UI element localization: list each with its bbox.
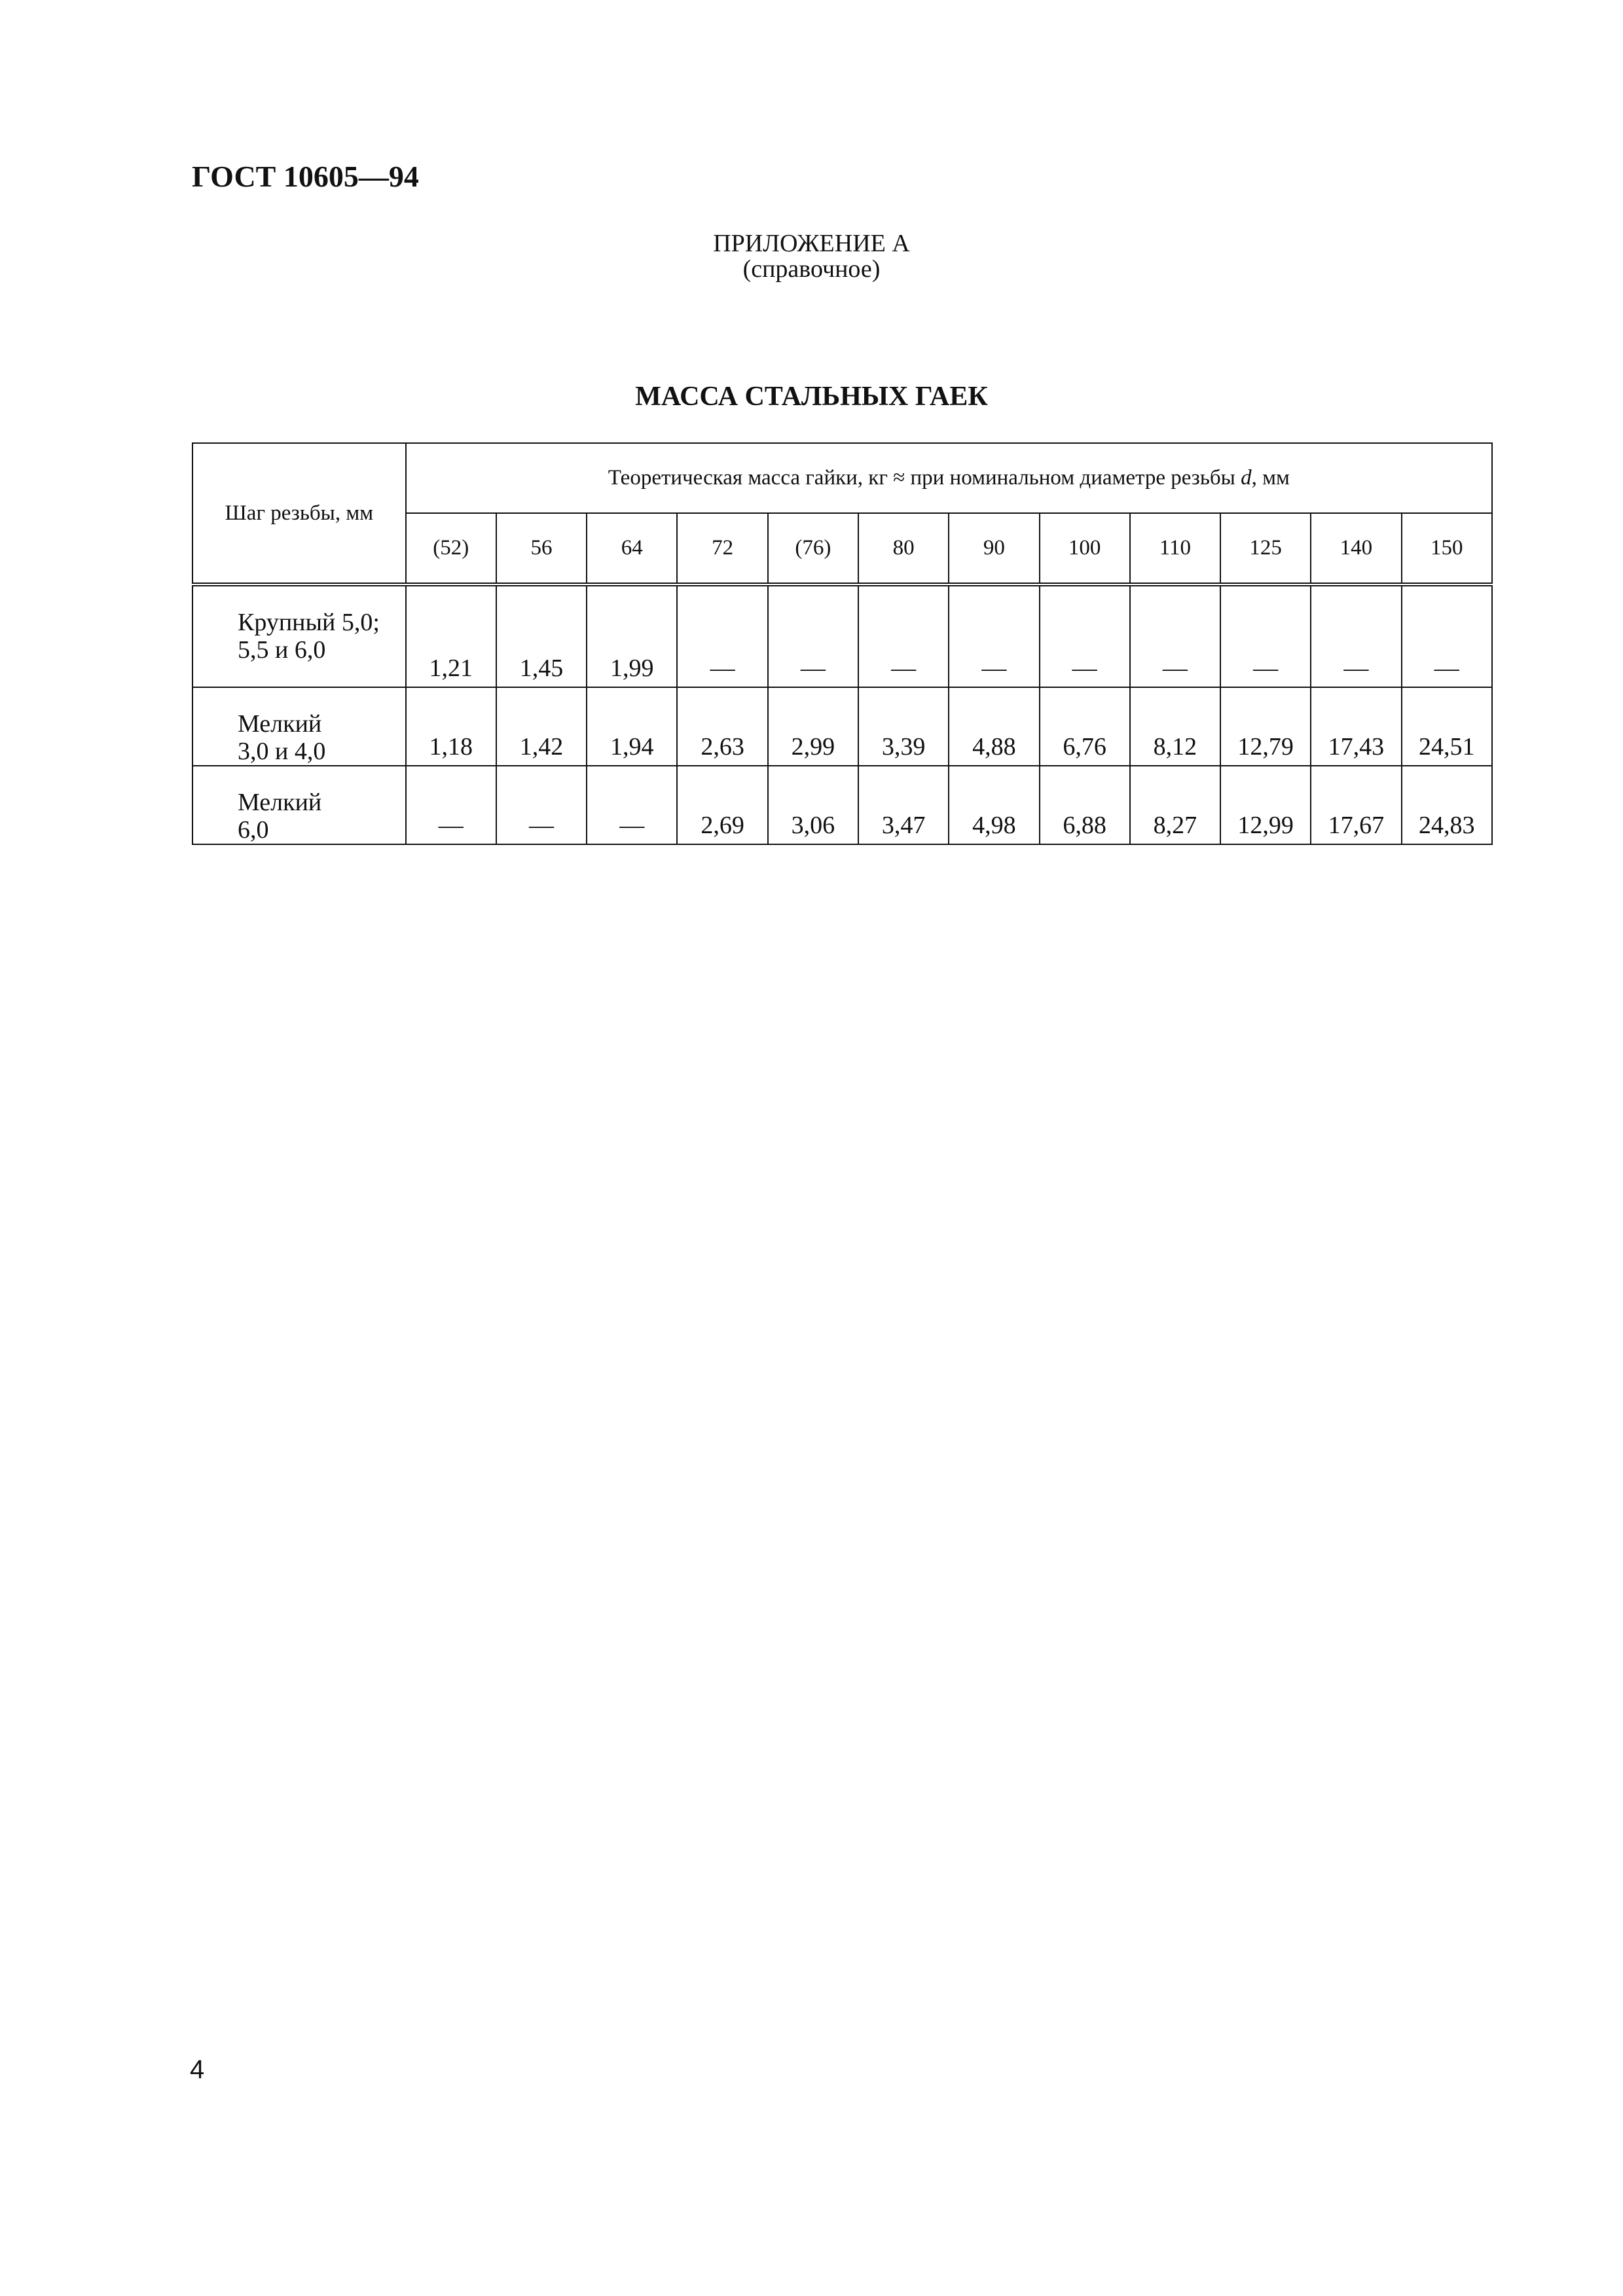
mass-header-symbol: d — [1241, 466, 1252, 490]
row-label-line: Мелкий — [238, 710, 322, 738]
table-row — [192, 687, 1492, 766]
mass-value-cell: 2,63 — [677, 687, 767, 766]
diameter-header-cell: 100 — [1040, 513, 1130, 584]
mass-header-suffix: , мм — [1251, 466, 1290, 490]
mass-value-cell: — — [1311, 584, 1401, 687]
table-row — [192, 584, 1492, 687]
table-title: МАССА СТАЛЬНЫХ ГАЕК — [635, 382, 988, 412]
row-label-line: 6,0 — [238, 816, 269, 844]
mass-value-cell: 1,18 — [406, 687, 496, 766]
diameter-header-cell: 90 — [949, 513, 1039, 584]
diameter-header-cell: 125 — [1220, 513, 1311, 584]
mass-value-cell: 4,98 — [949, 766, 1039, 844]
diameter-header-cell: (52) — [406, 513, 496, 584]
mass-value-cell: 24,51 — [1402, 687, 1492, 766]
diameter-header-cell: (76) — [768, 513, 858, 584]
mass-value-cell: — — [406, 766, 496, 844]
diameter-header-cell: 140 — [1311, 513, 1401, 584]
mass-value-cell: 12,79 — [1220, 687, 1311, 766]
appendix-title: ПРИЛОЖЕНИЕ А — [713, 230, 910, 257]
mass-value-cell: 1,45 — [496, 584, 587, 687]
diameter-header-cell: 110 — [1130, 513, 1220, 584]
mass-value-cell: — — [858, 584, 949, 687]
diameter-header-cell: 64 — [587, 513, 677, 584]
nut-mass-table — [192, 442, 1493, 845]
mass-value-cell: 1,21 — [406, 584, 496, 687]
diameter-header-cell: 56 — [496, 513, 587, 584]
mass-value-cell: — — [496, 766, 587, 844]
diameter-header-cell: 72 — [677, 513, 767, 584]
mass-value-cell: — — [949, 584, 1039, 687]
mass-value-cell: 8,27 — [1130, 766, 1220, 844]
mass-value-cell: — — [1220, 584, 1311, 687]
row-label-line: 3,0 и 4,0 — [238, 738, 326, 765]
diameter-header-cell: 80 — [858, 513, 949, 584]
mass-value-cell: — — [677, 584, 767, 687]
mass-value-cell: 2,69 — [677, 766, 767, 844]
mass-value-cell: 8,12 — [1130, 687, 1220, 766]
page-number: 4 — [190, 2055, 205, 2084]
mass-value-cell: 1,94 — [587, 687, 677, 766]
table-header-row — [192, 443, 1492, 513]
row-label-line: Мелкий — [238, 789, 322, 816]
mass-value-cell: — — [587, 766, 677, 844]
mass-column-group-header — [406, 443, 1492, 513]
diameter-header-cell: 150 — [1402, 513, 1492, 584]
table-row — [192, 766, 1492, 844]
mass-value-cell: 2,99 — [768, 687, 858, 766]
row-label-line: Крупный 5,0; — [238, 609, 380, 636]
mass-value-cell: 17,67 — [1311, 766, 1401, 844]
mass-value-cell: 17,43 — [1311, 687, 1401, 766]
mass-value-cell: 1,42 — [496, 687, 587, 766]
mass-value-cell: — — [768, 584, 858, 687]
mass-value-cell: 6,88 — [1040, 766, 1130, 844]
mass-value-cell: — — [1130, 584, 1220, 687]
mass-header-prefix: Теоретическая масса гайки, кг ≈ при номинальном диаметре резьбы — [608, 466, 1241, 490]
mass-value-cell: 24,83 — [1402, 766, 1492, 844]
mass-value-cell: 6,76 — [1040, 687, 1130, 766]
row-label — [192, 584, 406, 687]
appendix-subtitle: (справочное) — [742, 255, 881, 283]
row-label — [192, 687, 406, 766]
mass-value-cell: 3,06 — [768, 766, 858, 844]
mass-value-cell: 4,88 — [949, 687, 1039, 766]
mass-value-cell: — — [1402, 584, 1492, 687]
mass-value-cell: 3,47 — [858, 766, 949, 844]
mass-value-cell: 1,99 — [587, 584, 677, 687]
mass-value-cell: — — [1040, 584, 1130, 687]
pitch-column-header: Шаг резьбы, мм — [192, 443, 406, 584]
document-id: ГОСТ 10605—94 — [192, 160, 419, 193]
mass-value-cell: 3,39 — [858, 687, 949, 766]
mass-value-cell: 12,99 — [1220, 766, 1311, 844]
row-label — [192, 766, 406, 844]
row-label-line: 5,5 и 6,0 — [238, 636, 326, 664]
